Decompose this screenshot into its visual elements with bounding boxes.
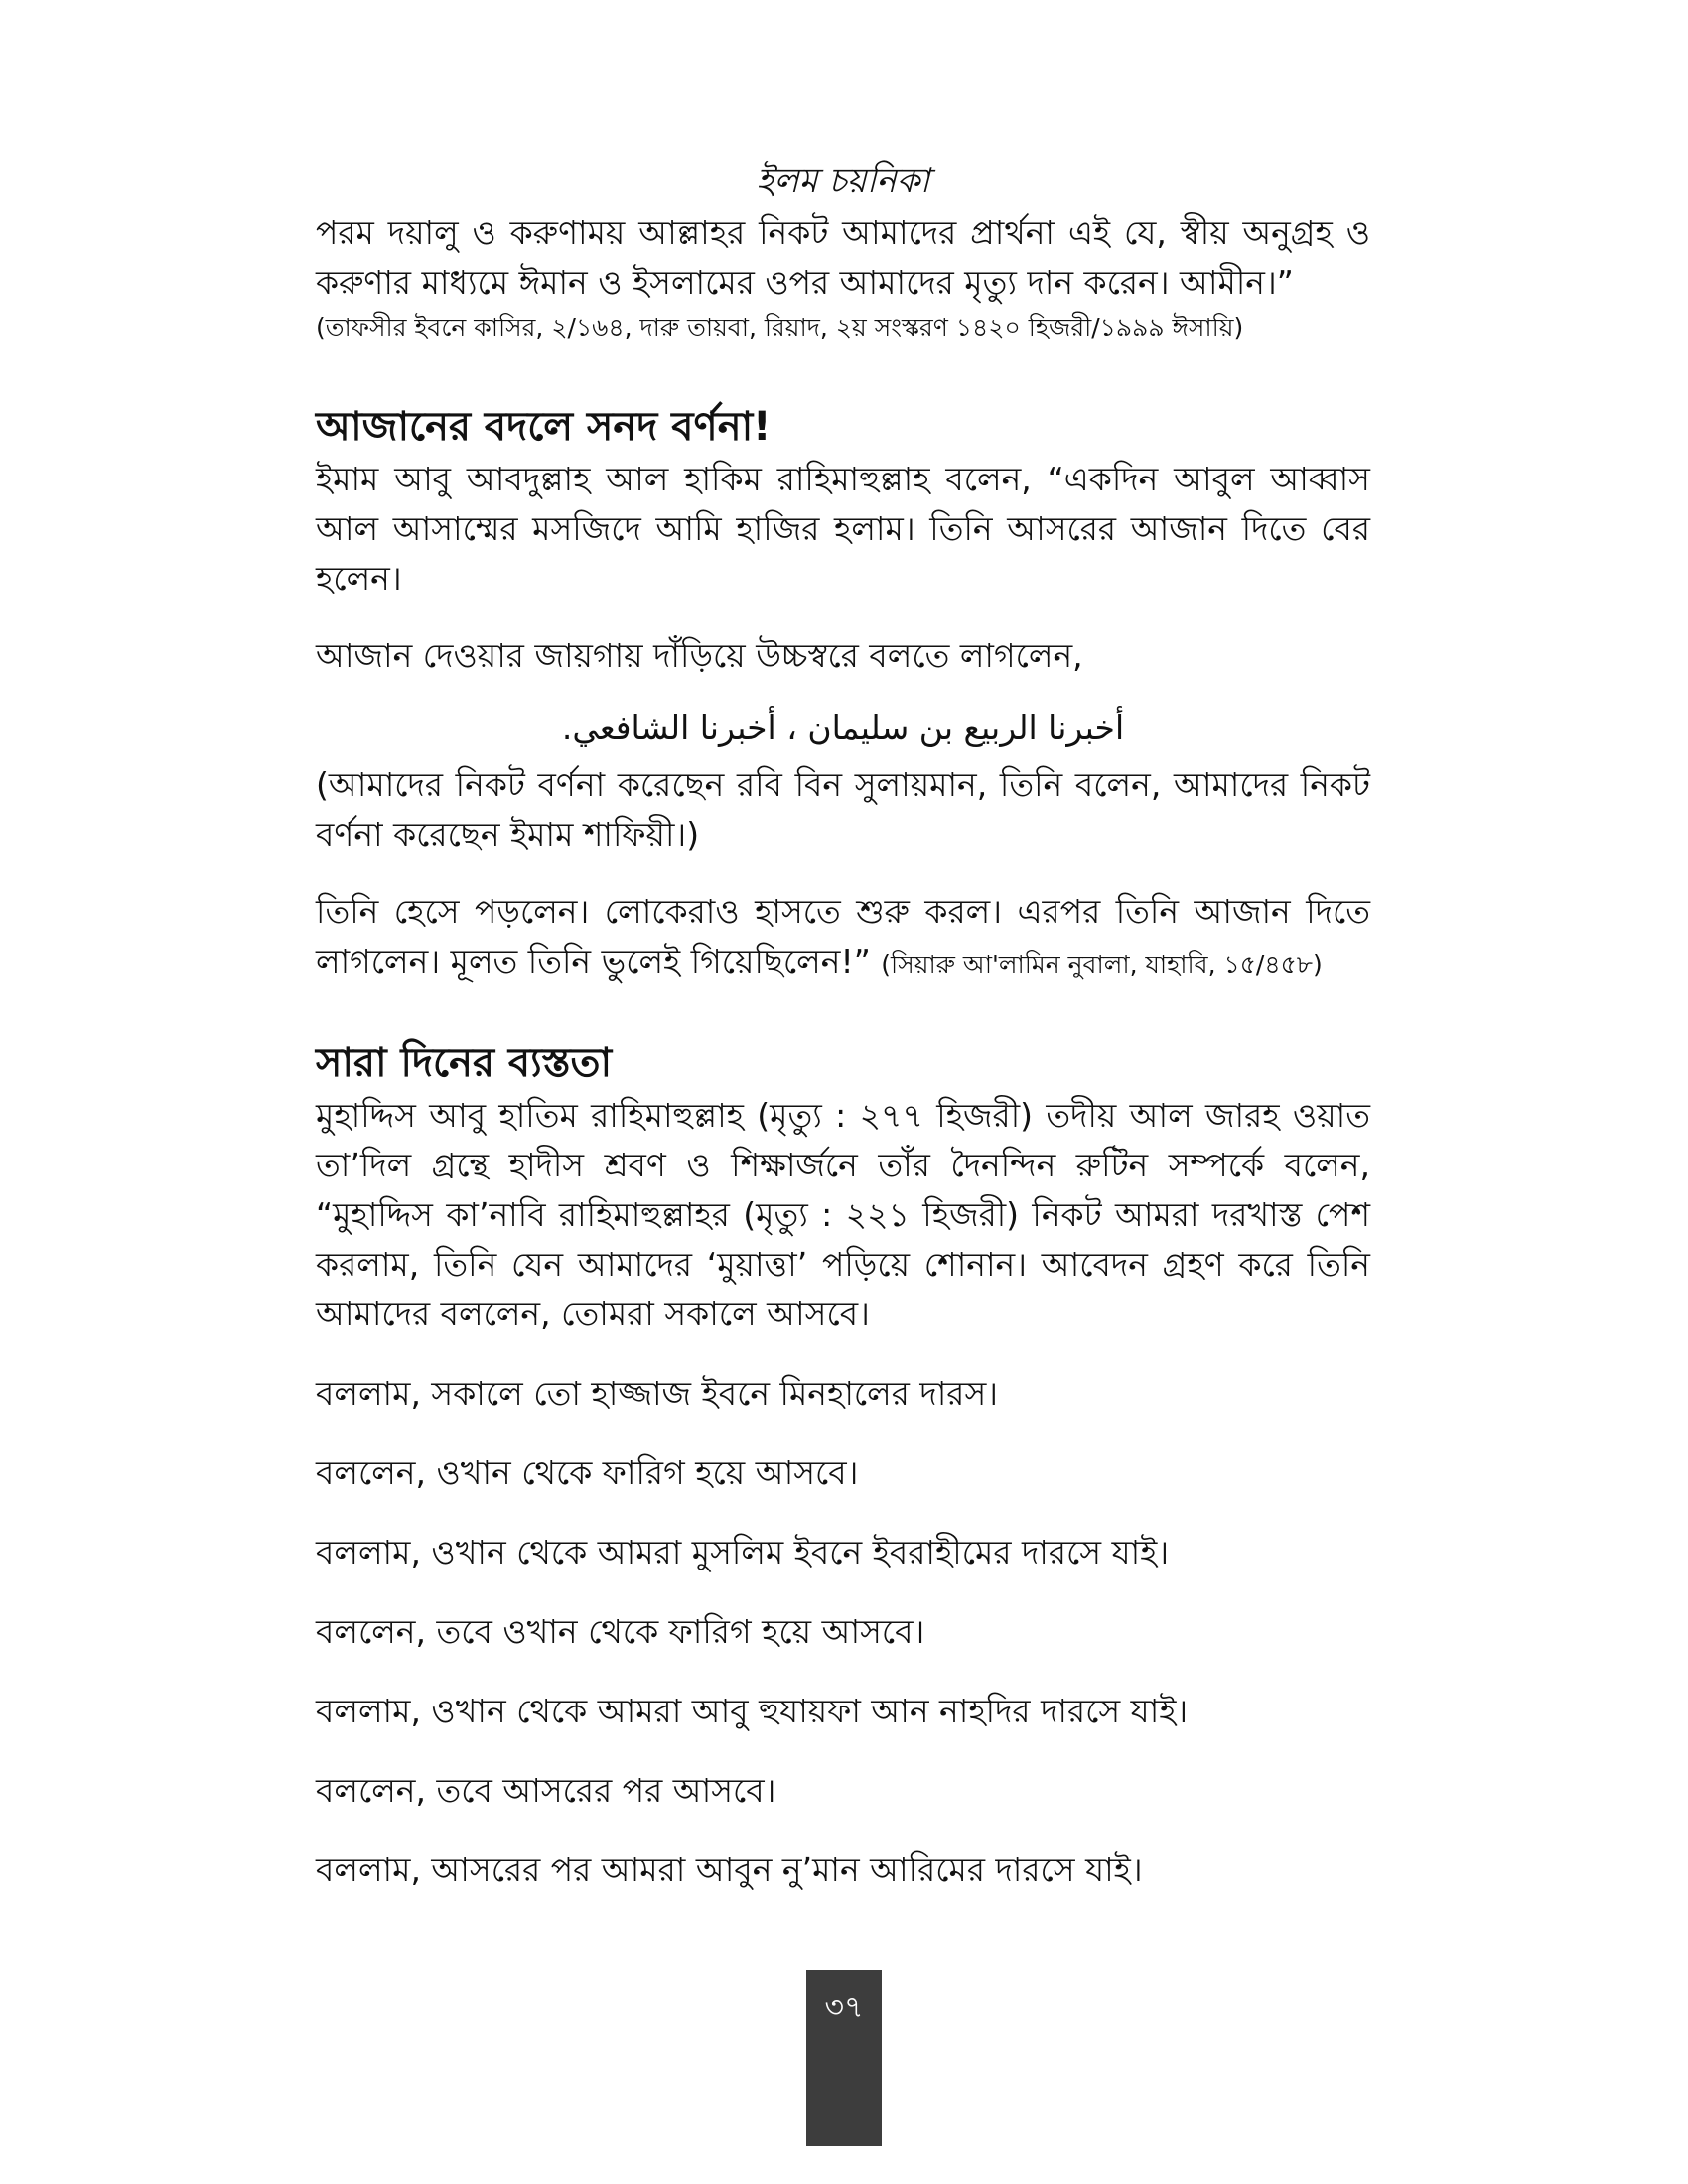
azan-paragraph-2: আজান দেওয়ার জায়গায় দাঁড়িয়ে উচ্চস্বরে বলতে লাগলেন, bbox=[316, 636, 1083, 675]
azan-paragraph-1: ইমাম আবু আবদুল্লাহ আল হাকিম রাহিমাহুল্লাহ বলেন, “একদিন আবুল আব্বাস আল আসাম্মের মসজিদে আমি হাজির হলাম। তিনি আসরের আজান দিতে বের হলেন। bbox=[316, 460, 1370, 598]
dialog-line: বললাম, আসরের পর আমরা আবুন নু’মান আরিমের দারসে যাই। bbox=[316, 1850, 1143, 1889]
dialog-line: বললাম, ওখান থেকে আমরা মুসলিম ইবনে ইবরাহীমের দারসে যাই। bbox=[316, 1533, 1170, 1571]
section-heading-busy: সারা দিনের ব্যস্ততা bbox=[316, 1040, 613, 1086]
running-header: ইলম চয়নিকা bbox=[756, 161, 930, 201]
dialog-line: বললাম, ওখান থেকে আমরা আবু হুযায়ফা আন নাহদির দারসে যাই। bbox=[316, 1692, 1189, 1730]
dialog-line: বললেন, তবে ওখান থেকে ফারিগ হয়ে আসবে। bbox=[316, 1612, 925, 1651]
intro-paragraph: পরম দয়ালু ও করুণাময় আল্লাহর নিকট আমাদের প্রার্থনা এই যে, স্বীয় অনুগ্রহ ও করুণার মাধ্যমে ঈমান ও ইসলামের ওপর আমাদের মৃত্যু দান করেন। আমীন।” bbox=[316, 213, 1370, 302]
busy-paragraph-1: মুহাদ্দিস আবু হাতিম রাহিমাহুল্লাহ (মৃত্যু : ২৭৭ হিজরী) তদীয় আল জারহ ওয়াত তা’দিল গ্রন্থে হাদীস শ্রবণ ও শিক্ষার্জনে তাঁর দৈনন্দিন রুটিন সম্পর্কে বলেন, “মুহাদ্দিস কা’নাবি রাহিমাহুল্লাহর (মৃত্যু : ২২১ হিজরী) নিকট আমরা দরখাস্ত পেশ করলাম, তিনি যেন আমাদের ‘মুয়াত্তা’ পড়িয়ে শোনান। আবেদন গ্রহণ করে তিনি আমাদের বললেন, তোমরা সকালে আসবে। bbox=[316, 1096, 1370, 1333]
dialog-line: বললাম, সকালে তো হাজ্জাজ ইবনে মিনহালের দারস। bbox=[316, 1374, 999, 1413]
intro-citation: (তাফসীর ইবনে কাসির, ২/১৬৪, দারু তায়বা, রিয়াদ, ২য় সংস্করণ ১৪২০ হিজরী/১৯৯৯ ঈসায়ি) bbox=[316, 313, 1244, 341]
page-body bbox=[316, 159, 1370, 1895]
page-number: ৩৭ bbox=[806, 1970, 882, 2146]
azan-paragraph-4 bbox=[316, 887, 1370, 990]
azan-citation: (সিয়ারু আ'লামিন নুবালা, যাহাবি, ১৫/৪৫৮) bbox=[881, 950, 1323, 979]
dialog-line: বললেন, তবে আসরের পর আসবে। bbox=[316, 1771, 776, 1810]
azan-paragraph-3: (আমাদের নিকট বর্ণনা করেছেন রবি বিন সুলায়মান, তিনি বলেন, আমাদের নিকট বর্ণনা করেছেন ইমাম শাফিয়ী।) bbox=[316, 765, 1370, 854]
azan-paragraph-4-text: তিনি হেসে পড়লেন। লোকেরাও হাসতে শুরু করল। এরপর তিনি আজান দিতে লাগলেন। মূলত তিনি ভুলেই গিয়েছিলেন!” bbox=[316, 892, 1370, 981]
dialog-list bbox=[316, 1369, 1370, 1895]
dialog-line: বললেন, ওখান থেকে ফারিগ হয়ে আসবে। bbox=[316, 1453, 859, 1492]
section-heading-azan: আজানের বদলে সনদ বর্ণনা! bbox=[316, 404, 772, 450]
arabic-quote: أخبرنا الربيع بن سليمان ، أخبرنا الشافعي. bbox=[561, 708, 1125, 747]
